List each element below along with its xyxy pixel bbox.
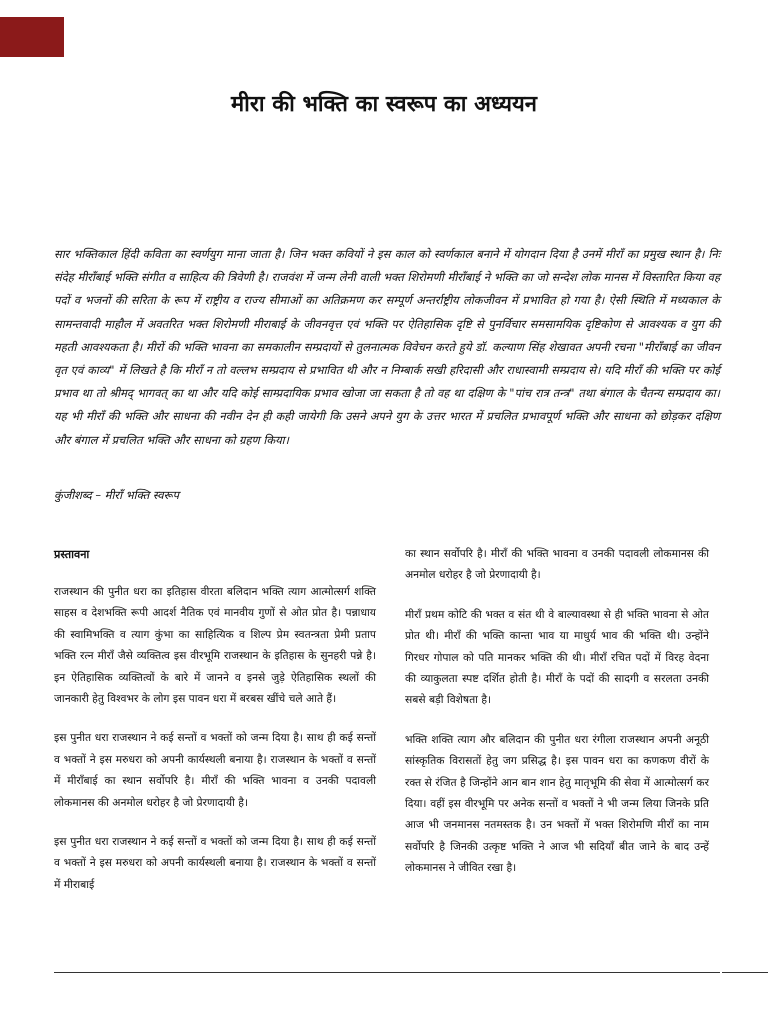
footer-divider <box>54 972 720 973</box>
left-column <box>54 545 376 913</box>
paragraph: इस पुनीत धरा राजस्थान ने कई सन्तों व भक्तों को जन्म दिया है। साथ ही कई सन्तों व भक्तों ने इस मरुधरा को अपनी कार्यस्थली बनाया है। राजस्थान के भक्तों व सन्तों में मीराबाई <box>54 835 376 891</box>
paragraph: का स्थान सर्वोपरि है। मीराँ की भक्ति भावना व उनकी पदावली लोकमानस की अनमोल धरोहर है जो प्रेरणादायी है। <box>405 547 709 582</box>
section-heading: प्रस्तावना <box>54 548 90 561</box>
paragraph: भक्ति शक्ति त्याग और बलिदान की पुनीत धरा रंगीला राजस्थान अपनी अनूठी सांस्कृतिक विरासतों हेतु जग प्रसिद्ध है। इस पावन धरा का कणकण वीरों के रक्त से रंजित है जिन्होंने आन बान शान हेतु मातृभूमि की सेवा में आत्मोत्सर्ग कर दिया। वहीं इस वीरभूमि पर अनेक सन्तों व भक्तों ने भी जन्म लिया जिनके प्रति आज भी जनमानस नतमस्तक है। उन भक्तों में भक्त शिरोमणि मीराँ का नाम सर्वोपरि है जिनकी उत्कृष्ट भक्ति ने आज भी सदियाँ बीत जाने के बाद उन्हें लोकमानस ने जीवित रखा है। <box>405 732 709 875</box>
page-title: मीरा की भक्ति का स्वरूप का अध्ययन <box>231 92 537 117</box>
paragraph: राजस्थान की पुनीत धरा का इतिहास वीरता बलिदान भक्ति त्याग आत्मोत्सर्ग शक्ति साहस व देशभक्ति रूपी आदर्श नैतिक एवं मानवीय गुणों से ओत प्रोत है। पन्नाधाय की स्वामिभक्ति व त्याग कुंभा का साहित्यिक व शिल्प प्रेम स्वतन्त्रता प्रेमी प्रताप भक्ति रत्न मीराँ जैसे व्यक्तित्व इस वीरभूमि राजस्थान के इतिहास के सुनहरी पन्ने है। इन ऐतिहासिक व्यक्तित्वों के बारे में जानने व इनसे जुड़े ऐतिहासिक स्थलों की जानकारी हेतु विश्वभर के लोग इस पावन धरा में बरबस खींचे चले आते हैं। <box>54 585 376 706</box>
abstract: सार भक्तिकाल हिंदी कविता का स्वर्णयुग माना जाता है। जिन भक्त कवियों ने इस काल को स्वर्णकाल बनाने में योगदान दिया है उनमें मीराँ का प्रमुख स्थान है। निः संदेह मीराँबाई भक्ति संगीत व साहित्य की त्रिवेणी है। राजवंश में जन्म लेनी वाली भक्त शिरोमणी मीराँबाई ने भक्ति का जो सन्देश लोक मानस में विस्तारित किया वह पदों व भजनों की सरिता के रूप में राष्ट्रीय व राज्य सीमाओं का अतिक्रमण कर सम्पूर्ण अन्तर्राष्ट्रीय लोकजीवन में प्रभावित हो गया है। ऐसी स्थिति में मध्यकाल के सामन्तवादी माहौल में अवतरित भक्त शिरोमणी मीराबाई के जीवनवृत्त एवं भक्ति पर ऐतिहासिक दृष्टि से पुनर्विचार समसामयिक दृष्टिकोण से आवश्यक व युग की महती आवश्यकता है। मीरों की भक्ति भावना का समकालीन सम्प्रदायों से तुलनात्मक विवेचन करते हुये डॉ. कल्याण सिंह शेखावत अपनी रचना "मीराँबाई का जीवन वृत एवं काव्य" में लिखते है कि मीराँ न तो वल्लभ सम्प्रदाय से प्रभावित थी और न निम्बार्क सखी हरिदासी और राधास्वामी सम्प्रदाय से। यदि मीराँ की भक्ति पर कोई प्रभाव था तो श्रीमद् भागवत् का था और यदि कोई साम्प्रदायिक प्रभाव खोजा जा सकता है तो वह था दक्षिण के "पांच रात्र तन्त्र" तथा बंगाल के चैतन्य सम्प्रदाय का। यह भी मीराँ की भक्ति और साधना की नवीन देन ही कही जायेगी कि उसने अपने युग के उत्तर भारत में प्रचलित प्रभावपूर्ण भक्ति और साधना को छोड़कर दक्षिण और बंगाल में प्रचलित भक्ति और साधना को ग्रहण किया। <box>54 247 720 447</box>
right-column <box>405 543 709 897</box>
header-color-block <box>0 17 64 57</box>
footer-divider-right <box>722 972 768 973</box>
paragraph: इस पुनीत धरा राजस्थान ने कई सन्तों व भक्तों को जन्म दिया है। साथ ही कई सन्तों व भक्तों ने इस मरुधरा को अपनी कार्यस्थली बनाया है। राजस्थान के भक्तों व सन्तों में मीराँबाई का स्थान सर्वोपरि है। मीराँ की भक्ति भावना व उनकी पदावली लोकमानस की अनमोल धरोहर है जो प्रेरणादायी है। <box>54 731 376 809</box>
keywords: कुंजीशब्द – मीराँ भक्ति स्वरूप <box>54 488 179 502</box>
paragraph: मीराँ प्रथम कोटि की भक्त व संत थी वे बाल्यावस्था से ही भक्ति भावना से ओत प्रोत थी। मीराँ की भक्ति कान्ता भाव या माधुर्य भाव की भक्ति थी। उन्होंने गिरधर गोपाल को पति मानकर भक्ति की थी। मीराँ रचित पदों में विरह वेदना की व्याकुलता स्पष्ट दर्शित होती है। मीराँ के पदों की सादगी व सरलता उनकी सबसे बड़ी विशेषता है। <box>405 607 709 707</box>
